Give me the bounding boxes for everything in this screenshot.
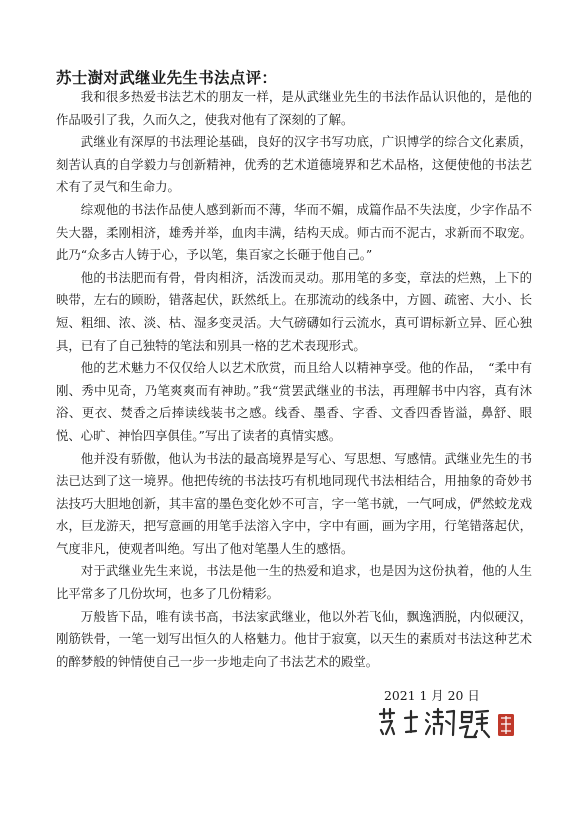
paragraph: 万般皆下品，唯有读书高，书法家武继业，他以外若飞仙，飘逸洒脱，内似硬汉，刚筋铁骨，一笔一划写出恒久的人格魅力。他甘于寂寞，以天生的素质对书法这种艺术的醉梦般的钟情使自己一步一步地走向了书法艺术的殿堂。 <box>56 608 532 669</box>
paragraph: 他的艺术魅力不仅仅给人以艺术欣赏，而且给人以精神享受。他的作品， “柔中有刚、秀中见奇，乃笔爽爽而有神助。”我“赏罢武继业的书法，再理解书中内容，真有沐浴、更衣、焚香之后捧读线装书之感。线香、墨香、字香、文香四香皆溢，鼻舒、眼悦、心旷、神怡四享俱佳。”写出了读者的真情实感。 <box>56 360 532 443</box>
document-body <box>56 86 532 673</box>
signature-stroke <box>460 711 489 737</box>
document-title: 苏士澍对武继业先生书法点评： <box>56 69 278 87</box>
paragraph: 武继业有深厚的书法理论基础，良好的汉字书写功底，广识博学的综合文化素质，刻苦认真的自学毅力与创新精神，优秀的艺术道德境界和艺术品格，这便使他的书法艺术有了灵气和生命力。 <box>56 134 532 195</box>
signature-stroke <box>380 709 394 734</box>
paragraph: 对于武继业先生来说，书法是他一生的热爱和追求，也是因为这份执着，他的人生比平常多了几份坎坷，也多了几份精彩。 <box>56 563 532 602</box>
paragraph: 他的书法肥而有骨，骨肉相济，活泼而灵动。那用笔的多变，章法的烂熟，上下的映带，左右的顾盼，错落起伏，跃然纸上。在那流动的线条中，方圆、疏密、大小、长短、粗细、浓、淡、枯、湿多变灵活。大气磅礴如行云流水，真可谓标新立异、匠心独具，已有了自己独特的笔法和别具一格的艺术表现形式。 <box>56 269 532 353</box>
document-date: 2021 1 月 20 日 <box>384 688 480 703</box>
signature-stroke <box>405 711 417 732</box>
paragraph: 综观他的书法作品使人感到新而不薄，华而不媚，成篇作品不失法度，少字作品不失大器，柔刚相济，雄秀并举，血肉丰满，结构天成。师古而不泥古，求新而不取宠。此乃“众多古人铸于心，予以笔，集百家之长砸于他自己。” <box>56 201 532 263</box>
paragraph: 我和很多热爱书法艺术的朋友一样，是从武继业先生的书法作品认识他的，是他的作品吸引了我，久而久之，使我对他有了深刻的了解。 <box>56 89 532 127</box>
paragraph: 他并没有骄傲，他认为书法的最高境界是写心、写思想、写感情。武继业先生的书法已达到了这一境界。他把传统的书法技巧有机地同现代书法相结合，用抽象的奇妙书法技巧大胆地创新，其丰富的墨色变化妙不可言，字一笔书就，一气呵成，俨然蛟龙戏水，巨龙游天，把写意画的用笔手法溶入字中，字中有画，画为字用，行笔错落起伏，气度非凡，使观者叫绝。写出了他对笔墨人生的感悟。 <box>56 450 532 556</box>
calligraphy-signature <box>372 704 522 744</box>
signature-stroke <box>426 709 454 735</box>
